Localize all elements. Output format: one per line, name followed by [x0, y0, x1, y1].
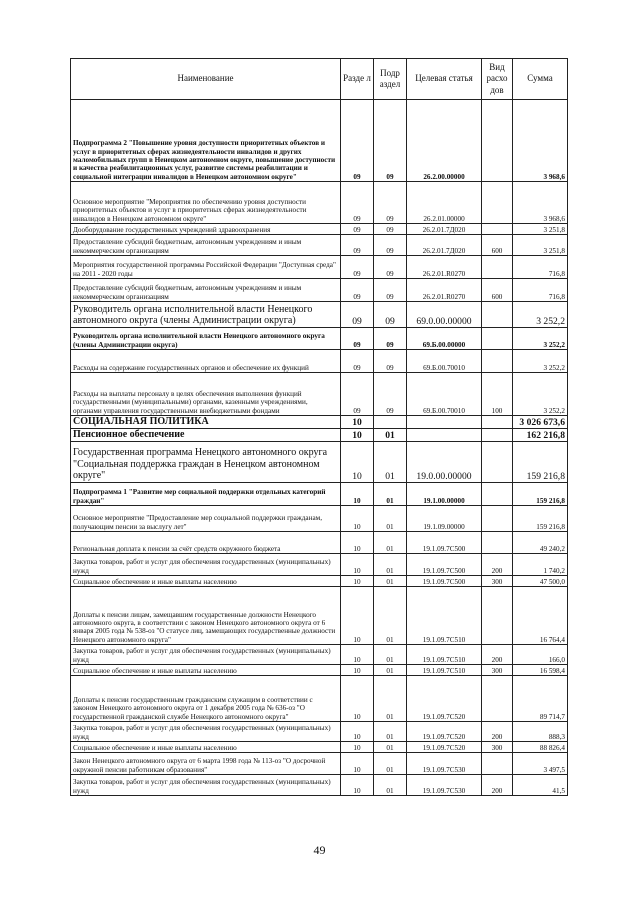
cell-sum: 162 216,8: [513, 429, 568, 442]
table-row: [71, 775, 568, 796]
table-row: [71, 328, 568, 350]
cell-sum: 16 598,4: [513, 665, 568, 676]
cell-target: 19.1.09.7С520: [407, 722, 482, 742]
table-row: [71, 279, 568, 302]
cell-name: Региональная доплата к пенсии за счёт средств окружного бюджета: [71, 532, 341, 554]
header-name: Наименование: [71, 59, 341, 100]
cell-expense: [482, 256, 513, 279]
table-row: [71, 350, 568, 373]
cell-subsection: 01: [374, 742, 407, 753]
cell-section: 10: [341, 753, 374, 775]
cell-name: Расходы на содержание государственных органов и обеспечение их функций: [71, 350, 341, 373]
cell-sum: 3 968,6: [513, 100, 568, 182]
cell-section: 09: [341, 256, 374, 279]
cell-section: 10: [341, 775, 374, 796]
cell-expense: 200: [482, 722, 513, 742]
cell-sum: 16 764,4: [513, 587, 568, 645]
cell-expense: 300: [482, 576, 513, 587]
cell-sum: 3 251,8: [513, 235, 568, 256]
cell-sum: 716,8: [513, 256, 568, 279]
cell-name: Мероприятия государственной программы Российской Федерации "Доступная среда" на 2011 - 2020 годы: [71, 256, 341, 279]
cell-subsection: 09: [374, 350, 407, 373]
cell-subsection: 01: [374, 442, 407, 483]
cell-name: Социальное обеспечение и иные выплаты населению: [71, 742, 341, 753]
cell-subsection: 09: [374, 373, 407, 416]
table-row: [71, 645, 568, 665]
cell-section: 09: [341, 224, 374, 235]
table-row: [71, 182, 568, 224]
table-row: [71, 100, 568, 182]
cell-subsection: 09: [374, 302, 407, 328]
budget-table: [70, 58, 568, 796]
cell-name: Руководитель органа исполнительной власти Ненецкого автономного округа (члены Администрации округа): [71, 302, 341, 328]
table-row: [71, 554, 568, 576]
cell-expense: [482, 676, 513, 722]
cell-subsection: 09: [374, 100, 407, 182]
cell-sum: 3 968,6: [513, 182, 568, 224]
table-row: [71, 483, 568, 506]
cell-target: 26.2.00.00000: [407, 100, 482, 182]
cell-expense: [482, 100, 513, 182]
cell-subsection: 01: [374, 506, 407, 532]
page-number: 49: [313, 843, 326, 857]
cell-name: Дооборудование государственных учреждений здравоохранения: [71, 224, 341, 235]
cell-name: Государственная программа Ненецкого автономного округа "Социальная поддержка граждан в Ненецком автономном округе": [71, 442, 341, 483]
cell-sum: 716,8: [513, 279, 568, 302]
cell-expense: 200: [482, 645, 513, 665]
cell-section: 09: [341, 100, 374, 182]
cell-subsection: 09: [374, 279, 407, 302]
cell-subsection: 09: [374, 328, 407, 350]
cell-sum: 3 251,8: [513, 224, 568, 235]
table-row: [71, 442, 568, 483]
cell-section: 10: [341, 665, 374, 676]
table-row: [71, 224, 568, 235]
cell-section: 09: [341, 302, 374, 328]
cell-name: Руководитель органа исполнительной власти Ненецкого автономного округа (члены Администрации округа): [71, 328, 341, 350]
cell-name: Доплаты к пенсии лицам, замещавшим государственные должности Ненецкого автономного округа, в соответствии с законом Ненецкого автономного округа от 6 января 2005 года № 538-оз "О статусе лиц, замещающих государственные должности Ненецкого автономного округа": [71, 587, 341, 645]
cell-sum: 41,5: [513, 775, 568, 796]
cell-section: 09: [341, 279, 374, 302]
cell-target: 69.0.00.00000: [407, 302, 482, 328]
table-row: [71, 506, 568, 532]
cell-target: 19.1.09.7С510: [407, 645, 482, 665]
cell-section: 10: [341, 532, 374, 554]
cell-target: 26.2.01.7Д020: [407, 224, 482, 235]
cell-expense: 200: [482, 554, 513, 576]
cell-target: 19.1.00.00000: [407, 483, 482, 506]
cell-section: 10: [341, 645, 374, 665]
cell-expense: [482, 506, 513, 532]
cell-section: 10: [341, 416, 374, 429]
cell-sum: 3 252,2: [513, 302, 568, 328]
cell-sum: 47 500,0: [513, 576, 568, 587]
header-section: Разде л: [341, 59, 374, 100]
cell-expense: [482, 416, 513, 429]
cell-target: 19.1.09.7С510: [407, 587, 482, 645]
cell-subsection: 01: [374, 775, 407, 796]
cell-name: Основное мероприятие "Предоставление мер социальной поддержки гражданам, получающим пенсии за выслугу лет": [71, 506, 341, 532]
cell-sum: 3 252,2: [513, 350, 568, 373]
cell-name: Доплаты к пенсии государственным гражданским служащим в соответствии с законом Ненецкого автономного округа от 1 декабря 2005 года № 636-оз "О государственной гражданской службе Ненецкого автономного округа": [71, 676, 341, 722]
cell-sum: 159 216,8: [513, 483, 568, 506]
header-subsection: Подр аздел: [374, 59, 407, 100]
cell-name: Социальное обеспечение и иные выплаты населению: [71, 576, 341, 587]
cell-target: 69.Б.00.70010: [407, 373, 482, 416]
cell-section: 10: [341, 676, 374, 722]
cell-sum: 159 216,8: [513, 506, 568, 532]
cell-expense: [482, 224, 513, 235]
cell-sum: 888,3: [513, 722, 568, 742]
cell-section: 10: [341, 483, 374, 506]
cell-subsection: 01: [374, 554, 407, 576]
cell-target: [407, 416, 482, 429]
cell-expense: 300: [482, 742, 513, 753]
cell-section: 09: [341, 350, 374, 373]
cell-sum: 89 714,7: [513, 676, 568, 722]
cell-name: Предоставление субсидий бюджетным, автономным учреждениям и иным некоммерческим организациям: [71, 279, 341, 302]
cell-name: Пенсионное обеспечение: [71, 429, 341, 442]
cell-expense: [482, 442, 513, 483]
table-row: [71, 576, 568, 587]
table-row: [71, 235, 568, 256]
table-row: [71, 429, 568, 442]
cell-sum: 49 240,2: [513, 532, 568, 554]
cell-subsection: 01: [374, 429, 407, 442]
cell-target: 19.1.09.7С520: [407, 742, 482, 753]
cell-subsection: 01: [374, 587, 407, 645]
cell-expense: 600: [482, 279, 513, 302]
cell-subsection: 09: [374, 182, 407, 224]
cell-subsection: 09: [374, 235, 407, 256]
cell-target: 19.0.00.00000: [407, 442, 482, 483]
cell-target: 69.Б.00.70010: [407, 350, 482, 373]
cell-expense: 100: [482, 373, 513, 416]
cell-expense: [482, 532, 513, 554]
table-row: [71, 302, 568, 328]
cell-target: 19.1.09.7С520: [407, 676, 482, 722]
cell-sum: 3 026 673,6: [513, 416, 568, 429]
cell-name: Закупка товаров, работ и услуг для обеспечения государственных (муниципальных) нужд: [71, 775, 341, 796]
table-body: [71, 100, 568, 796]
cell-expense: [482, 302, 513, 328]
cell-expense: 300: [482, 665, 513, 676]
cell-name: Подпрограмма 2 "Повышение уровня доступности приоритетных объектов и услуг в приоритетных сферах жизнедеятельности инвалидов и других маломобильных групп в Ненецком автономном округе, повышение доступности и качества реабилитационных услуг, развитие системы реабилитации и социальной интеграции инвалидов в Ненецком автономном округе": [71, 100, 341, 182]
cell-expense: 200: [482, 775, 513, 796]
cell-target: 69.Б.00.00000: [407, 328, 482, 350]
cell-section: 09: [341, 235, 374, 256]
cell-subsection: [374, 416, 407, 429]
cell-section: 10: [341, 429, 374, 442]
cell-sum: 3 252,2: [513, 328, 568, 350]
cell-name: Предоставление субсидий бюджетным, автономным учреждениям и иным некоммерческим организациям: [71, 235, 341, 256]
cell-target: 26.2.01.R0270: [407, 256, 482, 279]
cell-name: Расходы на выплаты персоналу в целях обеспечения выполнения функций государственными (муниципальными) органами, казенными учреждениями, органами управления государственными внебюджетными фондами: [71, 373, 341, 416]
cell-name: СОЦИАЛЬНАЯ ПОЛИТИКА: [71, 416, 341, 429]
cell-section: 10: [341, 587, 374, 645]
cell-name: Закупка товаров, работ и услуг для обеспечения государственных (муниципальных) нужд: [71, 645, 341, 665]
table-row: [71, 373, 568, 416]
cell-expense: 600: [482, 235, 513, 256]
cell-section: 09: [341, 328, 374, 350]
cell-target: 26.2.01.00000: [407, 182, 482, 224]
cell-expense: [482, 483, 513, 506]
cell-subsection: 09: [374, 224, 407, 235]
cell-expense: [482, 328, 513, 350]
cell-name: Подпрограмма 1 "Развитие мер социальной поддержки отдельных категорий граждан": [71, 483, 341, 506]
cell-section: 10: [341, 442, 374, 483]
cell-section: 10: [341, 722, 374, 742]
cell-name: Закон Ненецкого автономного округа от 6 марта 1998 года № 113-оз "О досрочной окружной пенсии работникам образования": [71, 753, 341, 775]
cell-subsection: 01: [374, 676, 407, 722]
cell-subsection: 01: [374, 722, 407, 742]
cell-target: 26.2.01.R0270: [407, 279, 482, 302]
cell-name: Закупка товаров, работ и услуг для обеспечения государственных (муниципальных) нужд: [71, 554, 341, 576]
cell-section: 09: [341, 373, 374, 416]
header-target: Целевая статья: [407, 59, 482, 100]
cell-name: Социальное обеспечение и иные выплаты населению: [71, 665, 341, 676]
table-row: [71, 722, 568, 742]
cell-subsection: 09: [374, 256, 407, 279]
header-expense: Вид расхо дов: [482, 59, 513, 100]
cell-sum: 3 252,2: [513, 373, 568, 416]
cell-target: 19.1.09.00000: [407, 506, 482, 532]
cell-target: 19.1.09.7С500: [407, 576, 482, 587]
cell-target: 19.1.09.7С530: [407, 775, 482, 796]
table-row: [71, 742, 568, 753]
cell-section: 10: [341, 742, 374, 753]
table-row: [71, 665, 568, 676]
cell-expense: [482, 753, 513, 775]
cell-target: 19.1.09.7С500: [407, 554, 482, 576]
cell-subsection: 01: [374, 645, 407, 665]
table-row: [71, 532, 568, 554]
cell-sum: 1 740,2: [513, 554, 568, 576]
cell-sum: 88 826,4: [513, 742, 568, 753]
table-row: [71, 587, 568, 645]
cell-target: 26.2.01.7Д020: [407, 235, 482, 256]
table-row: [71, 676, 568, 722]
table-row: [71, 753, 568, 775]
cell-target: [407, 429, 482, 442]
table-header-row: [71, 59, 568, 100]
cell-subsection: 01: [374, 665, 407, 676]
cell-subsection: 01: [374, 532, 407, 554]
table-row: [71, 256, 568, 279]
cell-subsection: 01: [374, 576, 407, 587]
cell-expense: [482, 350, 513, 373]
cell-section: 10: [341, 506, 374, 532]
cell-expense: [482, 587, 513, 645]
cell-sum: 3 497,5: [513, 753, 568, 775]
cell-sum: 159 216,8: [513, 442, 568, 483]
cell-name: Закупка товаров, работ и услуг для обеспечения государственных (муниципальных) нужд: [71, 722, 341, 742]
cell-section: 10: [341, 576, 374, 587]
cell-expense: [482, 429, 513, 442]
cell-sum: 166,0: [513, 645, 568, 665]
cell-expense: [482, 182, 513, 224]
cell-subsection: 01: [374, 753, 407, 775]
cell-target: 19.1.09.7С510: [407, 665, 482, 676]
table-row: [71, 416, 568, 429]
cell-target: 19.1.09.7С530: [407, 753, 482, 775]
header-sum: Сумма: [513, 59, 568, 100]
cell-name: Основное мероприятие "Мероприятия по обеспечению уровня доступности приоритетных объектов и услуг в приоритетных сферах жизнедеятельности инвалидов в Ненецком автономном округе": [71, 182, 341, 224]
cell-section: 09: [341, 182, 374, 224]
cell-target: 19.1.09.7С500: [407, 532, 482, 554]
cell-subsection: 01: [374, 483, 407, 506]
cell-section: 10: [341, 554, 374, 576]
